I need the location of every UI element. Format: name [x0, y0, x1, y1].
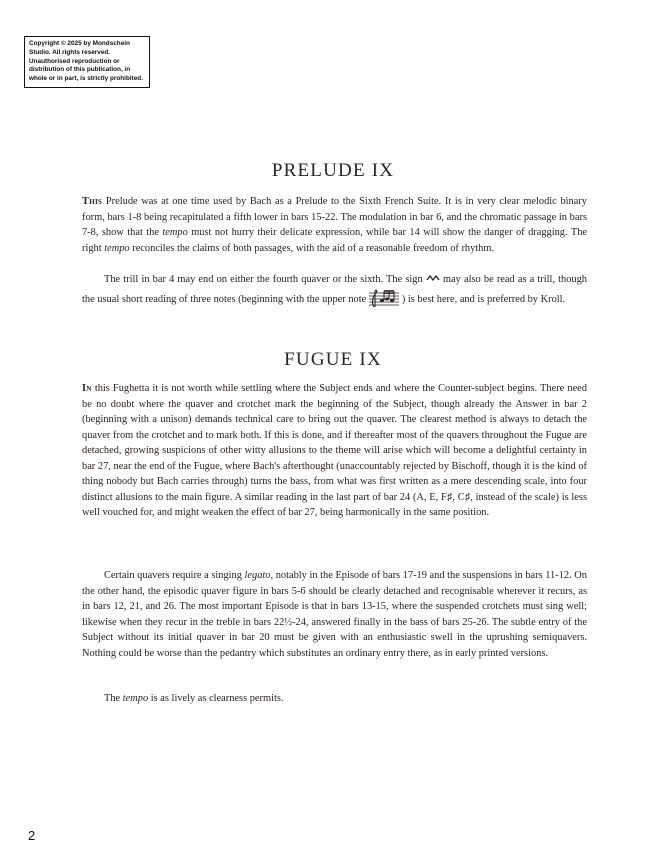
prelude-p2-text-c: ) is best here, and is preferred by Kroll. — [401, 293, 566, 305]
fugue-p3-tempo: tempo — [122, 693, 149, 704]
fugue-p2-text-a: Certain quavers require a singing — [104, 570, 245, 581]
prelude-p1-text-b: must not hurry their delicate expression, while bar 14 will show the danger of dragging. The right — [82, 227, 587, 254]
fugue-lead-word: In — [82, 383, 92, 394]
prelude-paragraph-2 — [82, 272, 587, 308]
fugue-title: FUGUE IX — [284, 349, 382, 370]
prelude-p1-text-a: Prelude was at one time used by Bach as a Prelude to the Sixth French Suite. It is in very clear melodic binary form, bars 1-8 being recapitulated a fifth lower in bars 15-22. The modulation in bar 6, and the chromatic passage in bars 7-8, show that the — [82, 196, 587, 239]
mordent-sign-icon — [426, 273, 440, 283]
prelude-p1-tempo-1: tempo — [162, 227, 188, 239]
fugue-p1-text: this Fughetta it is not worth while settling where the Subject ends and where the Counter-subject begins. There need be no doubt where the quaver and crotchet mark the beginning of the Subject, though already the Answer in bar 2 (beginning with a unison) demands technical care to bring out the quaver. The clearest method is always to detach the quaver from the crotchet and to mark both. If this is done, and if thereafter most of the quavers throughout the Fugue are detached, growing suspicions of other witty allusions to the theme will arise which will become a delightful certainty in bar 27, near the end of the Fugue, where Bach's afterthought (unaccountably rejected by Bischoff, though it is the kind of thing nobody but Bach carries through) turns the bass, from what was first written as a mere descending scale, into four distinct allusions to the main figure. A similar reading in the last part of bar 24 (A, E, F♯, C♯, instead of the scale) is less well vouched for, and might weaken the effect of bar 27, being harmonically in the same position. — [82, 383, 587, 519]
music-notation-example-icon — [369, 288, 399, 308]
fugue-paragraph-3 — [82, 691, 587, 707]
page-number: 2 — [28, 828, 36, 843]
prelude-p2-text-a: The trill in bar 4 may end on either the fourth quaver or the sixth. The sign — [104, 274, 426, 285]
fugue-paragraph-2 — [82, 568, 587, 661]
prelude-p1-tempo-2: tempo — [104, 242, 130, 254]
copyright-notice: Copyright © 2025 by Mondschein Studio. All rights reserved. Unauthorised reproduction or distribution of this publication, in whole or in part, is strictly prohibited. — [24, 36, 150, 88]
fugue-p3-text-a: The — [104, 693, 123, 704]
fugue-p2-legato: legato — [244, 570, 271, 581]
fugue-p2-text-b: , notably in the Episode of bars 17-19 and the suspensions in bars 11-12. On the other hand, the episodic quaver figure in bars 5-6 should be clearly detached and recognisable wherever it recurs, as in bars 12, 21, and 26. The most important Episode is that in bars 13-15, where the suspended crotchets must sing well; likewise when they recur in the treble in bars 22½-24, answered finally in the bass of bars 25-26. The subtle entry of the Subject without its initial quaver in bar 20 must be given with an enthusiastic swell in the uprushing semiquavers. Nothing could be worse than the pedantry which substitutes an ordinary entry there, as in early printed versions. — [82, 570, 587, 659]
prelude-paragraph-1 — [82, 194, 587, 256]
fugue-paragraph-1 — [82, 381, 587, 521]
fugue-p3-text-b: is as lively as clearness permits. — [148, 693, 284, 704]
prelude-lead-word: This — [82, 196, 103, 207]
prelude-p1-text-c: reconciles the claims of both passages, with the aid of a reasonable freedom of rhythm. — [129, 242, 495, 254]
prelude-title: PRELUDE IX — [271, 160, 395, 181]
prelude-p2-text-b: may also be read as a trill, though the usual short reading of three notes (beginning with the upper note — [82, 274, 587, 305]
